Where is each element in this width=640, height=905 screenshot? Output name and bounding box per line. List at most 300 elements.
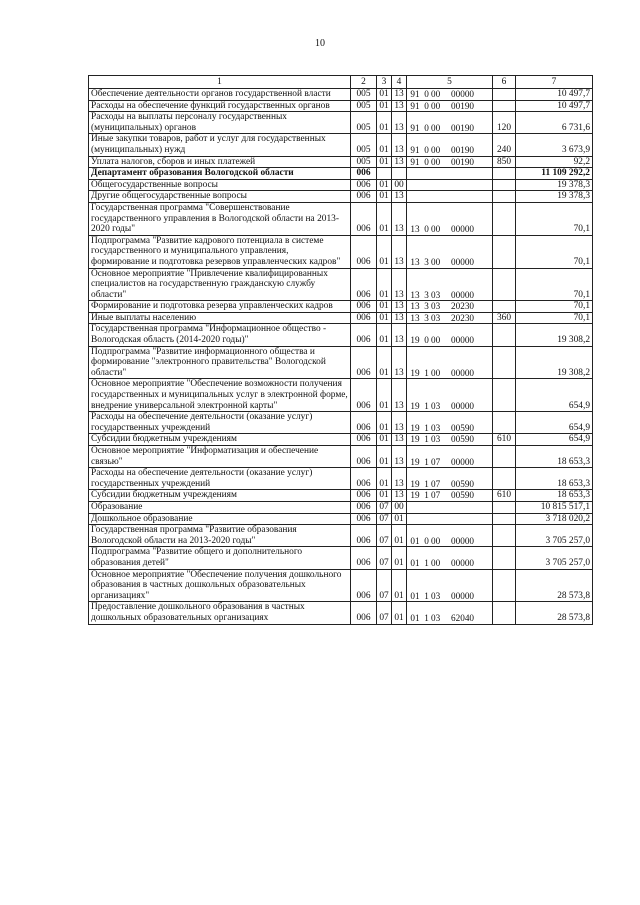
row-name: Обеспечение деятельности органов государственной власти — [89, 89, 351, 101]
target-article-direction: 00000 — [451, 456, 474, 467]
table-row — [89, 346, 593, 379]
row-subsection: 13 — [392, 112, 407, 134]
row-target-article — [407, 547, 493, 569]
row-subsection: 13 — [392, 412, 407, 434]
table-row — [89, 168, 593, 180]
target-article-measure: 00 — [431, 224, 441, 235]
row-grbs: 006 — [351, 168, 377, 180]
row-expense-type — [493, 525, 516, 547]
row-amount: 28 573,8 — [516, 602, 593, 624]
row-subsection: 13 — [392, 268, 407, 301]
header-col-4: 4 — [392, 76, 407, 89]
target-article-subprogram: 0 — [424, 89, 429, 99]
target-article-subprogram: 3 — [424, 301, 429, 312]
row-expense-type — [493, 346, 516, 379]
row-expense-type — [493, 100, 516, 112]
row-subsection: 13 — [392, 100, 407, 112]
row-grbs: 006 — [351, 501, 377, 513]
row-target-article — [407, 191, 493, 203]
row-subsection: 01 — [392, 525, 407, 547]
row-section: 01 — [377, 468, 392, 490]
row-section: 01 — [377, 134, 392, 156]
target-article-measure: 07 — [431, 478, 441, 489]
target-article-measure: 03 — [431, 400, 441, 411]
row-name: Субсидии бюджетным учреждениям — [89, 490, 351, 502]
row-section: 01 — [377, 379, 392, 412]
row-amount: 19 308,2 — [516, 324, 593, 346]
row-expense-type — [493, 602, 516, 624]
target-article-subprogram: 1 — [424, 612, 429, 623]
target-article-subprogram: 1 — [424, 367, 429, 378]
page-number: 10 — [315, 38, 325, 49]
row-grbs: 005 — [351, 89, 377, 101]
row-grbs: 005 — [351, 134, 377, 156]
target-article-program: 13 — [410, 301, 420, 312]
row-expense-type — [493, 268, 516, 301]
row-subsection: 01 — [392, 602, 407, 624]
row-expense-type — [493, 468, 516, 490]
table-row — [89, 112, 593, 134]
table-row — [89, 312, 593, 324]
row-name: Подпрограмма "Развитие общего и дополнительного образования детей" — [89, 547, 351, 569]
row-grbs: 006 — [351, 179, 377, 191]
row-subsection: 13 — [392, 490, 407, 502]
row-name: Уплата налогов, сборов и иных платежей — [89, 156, 351, 168]
row-amount: 70,1 — [516, 301, 593, 313]
target-article-direction: 00000 — [451, 557, 474, 568]
row-section: 07 — [377, 525, 392, 547]
row-subsection: 13 — [392, 134, 407, 156]
row-target-article — [407, 379, 493, 412]
row-section: 07 — [377, 513, 392, 525]
row-subsection: 01 — [392, 569, 407, 602]
row-subsection — [392, 168, 407, 180]
row-grbs: 005 — [351, 100, 377, 112]
row-subsection: 13 — [392, 235, 407, 268]
row-section: 01 — [377, 112, 392, 134]
table-row — [89, 569, 593, 602]
row-section: 01 — [377, 235, 392, 268]
target-article-direction: 00190 — [451, 156, 474, 167]
target-article-measure: 03 — [431, 590, 441, 601]
row-target-article — [407, 100, 493, 112]
target-article-direction: 00000 — [451, 289, 474, 300]
row-grbs: 006 — [351, 525, 377, 547]
row-target-article — [407, 468, 493, 490]
row-name: Основное мероприятие "Информатизация и обеспечение связью" — [89, 446, 351, 468]
row-name: Основное мероприятие "Привлечение квалифицированных специалистов на государственную гражданскую службу области" — [89, 268, 351, 301]
target-article-subprogram: 1 — [424, 434, 429, 445]
row-grbs: 006 — [351, 569, 377, 602]
row-target-article — [407, 513, 493, 525]
row-section: 01 — [377, 100, 392, 112]
row-expense-type — [493, 89, 516, 101]
header-col-3: 3 — [377, 76, 392, 89]
row-section: 01 — [377, 434, 392, 446]
row-target-article — [407, 112, 493, 134]
table-row — [89, 513, 593, 525]
row-grbs: 006 — [351, 202, 377, 235]
target-article-subprogram: 0 — [424, 122, 429, 133]
row-expense-type: 850 — [493, 156, 516, 168]
target-article-subprogram: 0 — [424, 224, 429, 235]
target-article-measure: 00 — [431, 367, 441, 378]
row-amount: 3 673,9 — [516, 134, 593, 156]
target-article-subprogram: 0 — [424, 535, 429, 546]
target-article-direction: 00590 — [451, 422, 474, 433]
target-article-subprogram: 1 — [424, 422, 429, 433]
target-article-direction: 00000 — [451, 400, 474, 411]
target-article-measure: 00 — [431, 335, 441, 346]
row-grbs: 005 — [351, 156, 377, 168]
target-article-program: 19 — [410, 422, 420, 433]
table-row — [89, 446, 593, 468]
header-col-2: 2 — [351, 76, 377, 89]
row-target-article — [407, 156, 493, 168]
row-grbs: 006 — [351, 346, 377, 379]
target-article-subprogram: 1 — [424, 557, 429, 568]
row-target-article — [407, 490, 493, 502]
target-article-measure: 00 — [431, 122, 441, 133]
row-expense-type: 610 — [493, 490, 516, 502]
target-article-direction: 20230 — [451, 312, 474, 323]
row-amount: 70,1 — [516, 268, 593, 301]
row-expense-type — [493, 412, 516, 434]
row-subsection: 13 — [392, 346, 407, 379]
target-article-measure: 00 — [431, 89, 441, 99]
row-subsection: 13 — [392, 301, 407, 313]
target-article-direction: 20230 — [451, 301, 474, 312]
row-section: 01 — [377, 202, 392, 235]
target-article-program: 91 — [410, 156, 420, 167]
row-amount: 18 653,3 — [516, 490, 593, 502]
target-article-subprogram: 3 — [424, 256, 429, 267]
row-amount: 28 573,8 — [516, 569, 593, 602]
row-section: 01 — [377, 446, 392, 468]
budget-table — [88, 75, 593, 625]
row-target-article — [407, 168, 493, 180]
table-row — [89, 547, 593, 569]
row-name: Подпрограмма "Развитие кадрового потенциала в системе государственного и муниципального управления, формирование и подготовка резервов управленческих кадров" — [89, 235, 351, 268]
row-section: 07 — [377, 569, 392, 602]
target-article-measure: 00 — [431, 535, 441, 546]
table-row — [89, 301, 593, 313]
header-col-1: 1 — [89, 76, 351, 89]
row-target-article — [407, 134, 493, 156]
target-article-subprogram: 0 — [424, 335, 429, 346]
row-subsection: 13 — [392, 446, 407, 468]
table-row — [89, 324, 593, 346]
row-amount: 10 815 517,1 — [516, 501, 593, 513]
target-article-measure: 03 — [431, 434, 441, 445]
target-article-subprogram: 1 — [424, 590, 429, 601]
row-section: 01 — [377, 191, 392, 203]
row-grbs: 006 — [351, 434, 377, 446]
table-row — [89, 268, 593, 301]
row-subsection: 13 — [392, 468, 407, 490]
target-article-program: 01 — [410, 612, 420, 623]
row-section: 01 — [377, 268, 392, 301]
row-subsection: 13 — [392, 191, 407, 203]
row-name: Дошкольное образование — [89, 513, 351, 525]
target-article-direction: 00190 — [451, 122, 474, 133]
row-section: 01 — [377, 324, 392, 346]
row-target-article — [407, 235, 493, 268]
row-section: 01 — [377, 490, 392, 502]
row-grbs: 006 — [351, 602, 377, 624]
row-section: 01 — [377, 179, 392, 191]
row-name: Субсидии бюджетным учреждениям — [89, 434, 351, 446]
table-row — [89, 191, 593, 203]
row-expense-type — [493, 569, 516, 602]
row-subsection: 00 — [392, 179, 407, 191]
table-row — [89, 179, 593, 191]
row-section: 07 — [377, 501, 392, 513]
row-amount: 19 378,3 — [516, 191, 593, 203]
row-expense-type: 120 — [493, 112, 516, 134]
table-row — [89, 100, 593, 112]
target-article-program: 13 — [410, 224, 420, 235]
target-article-program: 91 — [410, 100, 420, 111]
row-name: Департамент образования Вологодской области — [89, 168, 351, 180]
target-article-subprogram: 0 — [424, 100, 429, 111]
row-section: 01 — [377, 312, 392, 324]
row-name: Государственная программа "Совершенствование государственного управления в Вологодской области на 2013-2020 годы" — [89, 202, 351, 235]
target-article-direction: 00000 — [451, 535, 474, 546]
row-grbs: 006 — [351, 412, 377, 434]
target-article-measure: 00 — [431, 156, 441, 167]
row-name: Основное мероприятие "Обеспечение возможности получения государственных и муниципальных услуг в электронной форме, внедрение универсальной электронной карты" — [89, 379, 351, 412]
table-row — [89, 468, 593, 490]
target-article-direction: 00190 — [451, 100, 474, 111]
row-subsection: 01 — [392, 513, 407, 525]
row-amount: 3 705 257,0 — [516, 525, 593, 547]
table-row — [89, 156, 593, 168]
header-col-5: 5 — [407, 76, 493, 89]
row-name: Другие общегосударственные вопросы — [89, 191, 351, 203]
row-target-article — [407, 525, 493, 547]
target-article-program: 01 — [410, 557, 420, 568]
row-grbs: 006 — [351, 191, 377, 203]
row-target-article — [407, 324, 493, 346]
target-article-measure: 03 — [431, 301, 441, 312]
row-name: Расходы на обеспечение функций государственных органов — [89, 100, 351, 112]
target-article-program: 01 — [410, 535, 420, 546]
target-article-subprogram: 0 — [424, 156, 429, 167]
table-row — [89, 202, 593, 235]
target-article-program: 19 — [410, 478, 420, 489]
row-grbs: 006 — [351, 235, 377, 268]
table-row — [89, 379, 593, 412]
target-article-program: 19 — [410, 456, 420, 467]
table-row — [89, 434, 593, 446]
row-subsection: 00 — [392, 501, 407, 513]
row-section — [377, 168, 392, 180]
target-article-direction: 00000 — [451, 89, 474, 99]
row-name: Формирование и подготовка резерва управленческих кадров — [89, 301, 351, 313]
row-expense-type: 610 — [493, 434, 516, 446]
row-amount: 70,1 — [516, 202, 593, 235]
row-subsection: 13 — [392, 156, 407, 168]
target-article-measure: 03 — [431, 612, 441, 623]
table-row — [89, 134, 593, 156]
row-subsection: 13 — [392, 89, 407, 101]
target-article-measure: 00 — [431, 144, 441, 155]
target-article-subprogram: 1 — [424, 478, 429, 489]
target-article-program: 19 — [410, 367, 420, 378]
row-amount: 19 378,3 — [516, 179, 593, 191]
row-target-article — [407, 412, 493, 434]
target-article-subprogram: 3 — [424, 312, 429, 323]
row-section: 07 — [377, 547, 392, 569]
target-article-program: 91 — [410, 144, 420, 155]
target-article-subprogram: 1 — [424, 456, 429, 467]
row-section: 01 — [377, 89, 392, 101]
row-expense-type — [493, 168, 516, 180]
row-section: 01 — [377, 412, 392, 434]
target-article-measure: 03 — [431, 289, 441, 300]
row-target-article — [407, 346, 493, 379]
row-amount: 11 109 292,2 — [516, 168, 593, 180]
row-grbs: 006 — [351, 490, 377, 502]
row-name: Расходы на выплаты персоналу государственных (муниципальных) органов — [89, 112, 351, 134]
row-name: Расходы на обеспечение деятельности (оказание услуг) государственных учреждений — [89, 412, 351, 434]
row-target-article — [407, 202, 493, 235]
target-article-direction: 00590 — [451, 478, 474, 489]
row-expense-type — [493, 191, 516, 203]
target-article-subprogram: 1 — [424, 400, 429, 411]
row-expense-type: 360 — [493, 312, 516, 324]
target-article-program: 01 — [410, 590, 420, 601]
target-article-direction: 00000 — [451, 256, 474, 267]
row-expense-type — [493, 513, 516, 525]
row-subsection: 01 — [392, 547, 407, 569]
row-name: Предоставление дошкольного образования в частных дошкольных образовательных организациях — [89, 602, 351, 624]
target-article-direction: 00000 — [451, 335, 474, 346]
row-section: 01 — [377, 301, 392, 313]
row-grbs: 006 — [351, 324, 377, 346]
row-name: Общегосударственные вопросы — [89, 179, 351, 191]
table-row — [89, 412, 593, 434]
row-name: Государственная программа "Развитие образования Вологодской области на 2013-2020 годы" — [89, 525, 351, 547]
target-article-program: 13 — [410, 289, 420, 300]
row-expense-type — [493, 379, 516, 412]
target-article-direction: 00000 — [451, 224, 474, 235]
target-article-measure: 07 — [431, 456, 441, 467]
row-name: Иные выплаты населению — [89, 312, 351, 324]
row-target-article — [407, 179, 493, 191]
row-amount: 3 718 020,2 — [516, 513, 593, 525]
target-article-direction: 00000 — [451, 590, 474, 601]
row-amount: 654,9 — [516, 434, 593, 446]
row-expense-type — [493, 202, 516, 235]
target-article-measure: 07 — [431, 490, 441, 501]
row-amount: 70,1 — [516, 235, 593, 268]
row-amount: 3 705 257,0 — [516, 547, 593, 569]
row-expense-type — [493, 324, 516, 346]
row-target-article — [407, 602, 493, 624]
table-row — [89, 501, 593, 513]
row-subsection: 13 — [392, 434, 407, 446]
row-target-article — [407, 312, 493, 324]
target-article-direction: 62040 — [451, 612, 474, 623]
row-amount: 654,9 — [516, 412, 593, 434]
target-article-measure: 00 — [431, 100, 441, 111]
target-article-direction: 00000 — [451, 367, 474, 378]
row-target-article — [407, 89, 493, 101]
target-article-subprogram: 1 — [424, 490, 429, 501]
row-grbs: 006 — [351, 446, 377, 468]
target-article-direction: 00590 — [451, 490, 474, 501]
target-article-program: 19 — [410, 400, 420, 411]
row-expense-type — [493, 547, 516, 569]
row-expense-type — [493, 301, 516, 313]
row-amount: 654,9 — [516, 379, 593, 412]
header-col-7: 7 — [516, 76, 593, 89]
row-target-article — [407, 446, 493, 468]
row-grbs: 006 — [351, 513, 377, 525]
row-subsection: 13 — [392, 379, 407, 412]
table-row — [89, 525, 593, 547]
table-row — [89, 235, 593, 268]
row-section: 01 — [377, 156, 392, 168]
row-grbs: 006 — [351, 379, 377, 412]
target-article-program: 91 — [410, 122, 420, 133]
row-grbs: 006 — [351, 301, 377, 313]
row-expense-type — [493, 446, 516, 468]
row-subsection: 13 — [392, 324, 407, 346]
row-subsection: 13 — [392, 312, 407, 324]
header-col-6: 6 — [493, 76, 516, 89]
target-article-program: 13 — [410, 256, 420, 267]
row-target-article — [407, 501, 493, 513]
target-article-measure: 00 — [431, 557, 441, 568]
row-expense-type — [493, 501, 516, 513]
row-section: 07 — [377, 602, 392, 624]
row-name: Расходы на обеспечение деятельности (оказание услуг) государственных учреждений — [89, 468, 351, 490]
target-article-measure: 03 — [431, 422, 441, 433]
row-name: Государственная программа "Информационное общество - Вологодская область (2014-2020 годы)" — [89, 324, 351, 346]
row-expense-type — [493, 179, 516, 191]
row-amount: 10 497,7 — [516, 89, 593, 101]
target-article-program: 19 — [410, 434, 420, 445]
table-header-row — [89, 76, 593, 89]
row-subsection: 13 — [392, 202, 407, 235]
row-amount: 18 653,3 — [516, 446, 593, 468]
row-expense-type: 240 — [493, 134, 516, 156]
row-target-article — [407, 434, 493, 446]
target-article-program: 13 — [410, 312, 420, 323]
row-name: Иные закупки товаров, работ и услуг для государственных (муниципальных) нужд — [89, 134, 351, 156]
target-article-program: 19 — [410, 490, 420, 501]
row-grbs: 005 — [351, 112, 377, 134]
row-amount: 10 497,7 — [516, 100, 593, 112]
row-amount: 92,2 — [516, 156, 593, 168]
target-article-subprogram: 3 — [424, 289, 429, 300]
row-target-article — [407, 569, 493, 602]
row-target-article — [407, 268, 493, 301]
row-grbs: 006 — [351, 312, 377, 324]
row-name: Основное мероприятие "Обеспечение получения дошкольного образования в частных дошкольных образовательных организациях" — [89, 569, 351, 602]
row-target-article — [407, 301, 493, 313]
target-article-program: 19 — [410, 335, 420, 346]
row-name: Подпрограмма "Развитие информационного общества и формирование "электронного правительства" Вологодской области" — [89, 346, 351, 379]
row-grbs: 006 — [351, 468, 377, 490]
row-name: Образование — [89, 501, 351, 513]
target-article-program: 91 — [410, 89, 420, 99]
row-expense-type — [493, 235, 516, 268]
target-article-subprogram: 0 — [424, 144, 429, 155]
